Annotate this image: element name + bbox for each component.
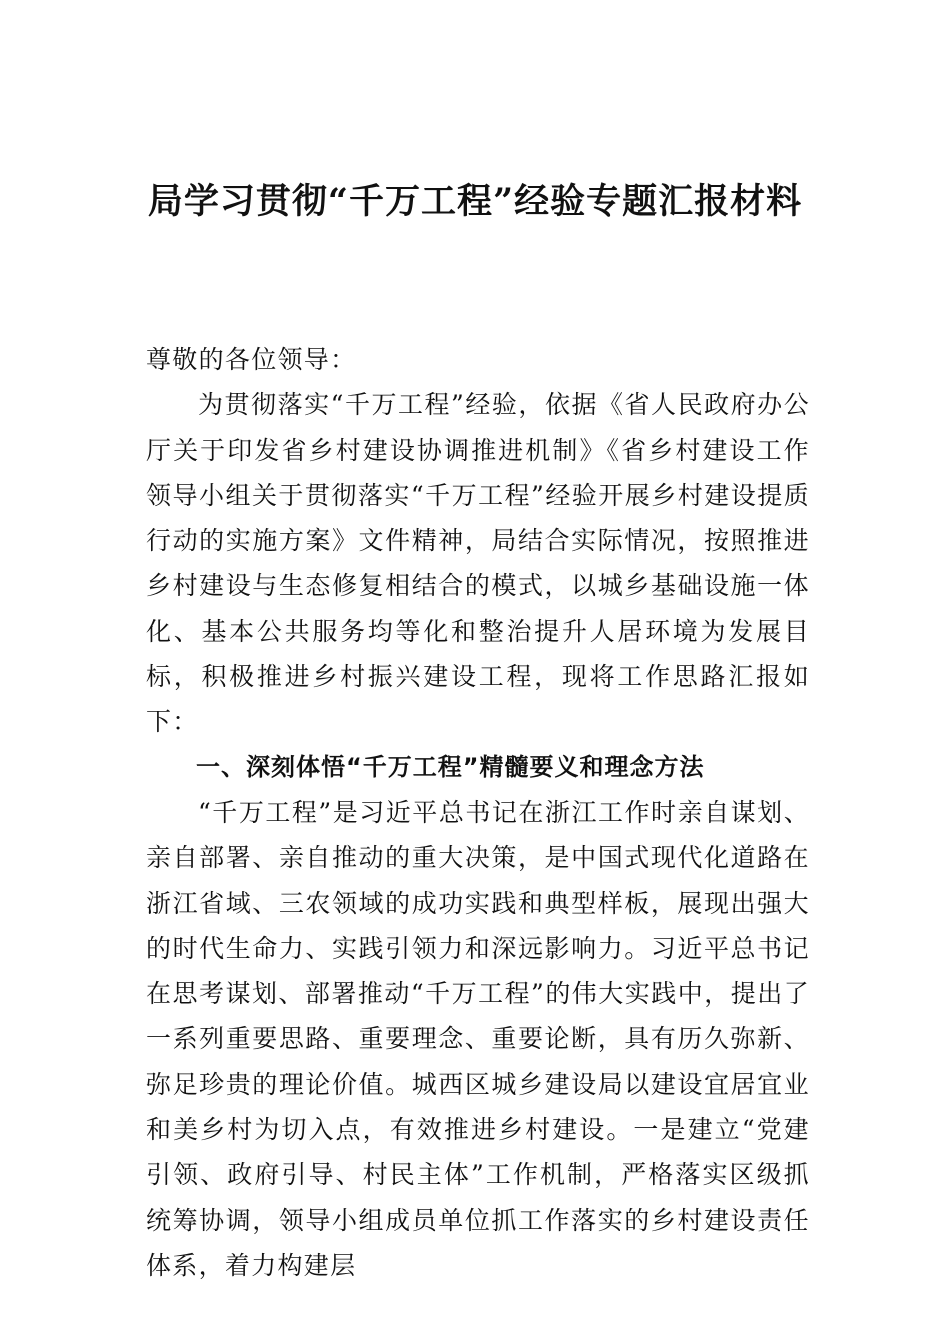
paragraph-section-1: “千万工程”是习近平总书记在浙江工作时亲自谋划、亲自部署、亲自推动的重大决策，是中国式现代化道路在浙江省域、三农领域的成功实践和典型样板，展现出强大的时代生命力、实践引领力和深远影响力。习近平总书记在思考谋划、部署推动“千万工程”的伟大实践中，提出了一系列重要思路、重要理念、重要论断，具有历久弥新、弥足珍贵的理论价值。城西区城乡建设局以建设宜居宜业和美乡村为切入点，有效推进乡村建设。一是建立“党建引领、政府引导、村民主体”工作机制，严格落实区级抓统筹协调，领导小组成员单位抓工作落实的乡村建设责任体系，着力构建层 [146,797,810,1280]
document-body [146,337,810,1288]
document-title: 局学习贯彻“千万工程”经验专题汇报材料 [147,181,803,222]
salutation: 尊敬的各位领导： [146,345,357,374]
paragraph-intro: 为贯彻落实“千万工程”经验，依据《省人民政府办公厅关于印发省乡村建设协调推进机制》《省乡村建设工作领导小组关于贯彻落实“千万工程”经验开展乡村建设提质行动的实施方案》文件精神，局结合实际情况，按照推进乡村建设与生态修复相结合的模式，以城乡基础设施一体化、基本公共服务均等化和整治提升人居环境为发展目标，积极推进乡村振兴建设工程，现将工作思路汇报如下： [146,390,810,737]
section-heading-1: 一、深刻体悟“千万工程”精髓要义和理念方法 [196,752,705,781]
